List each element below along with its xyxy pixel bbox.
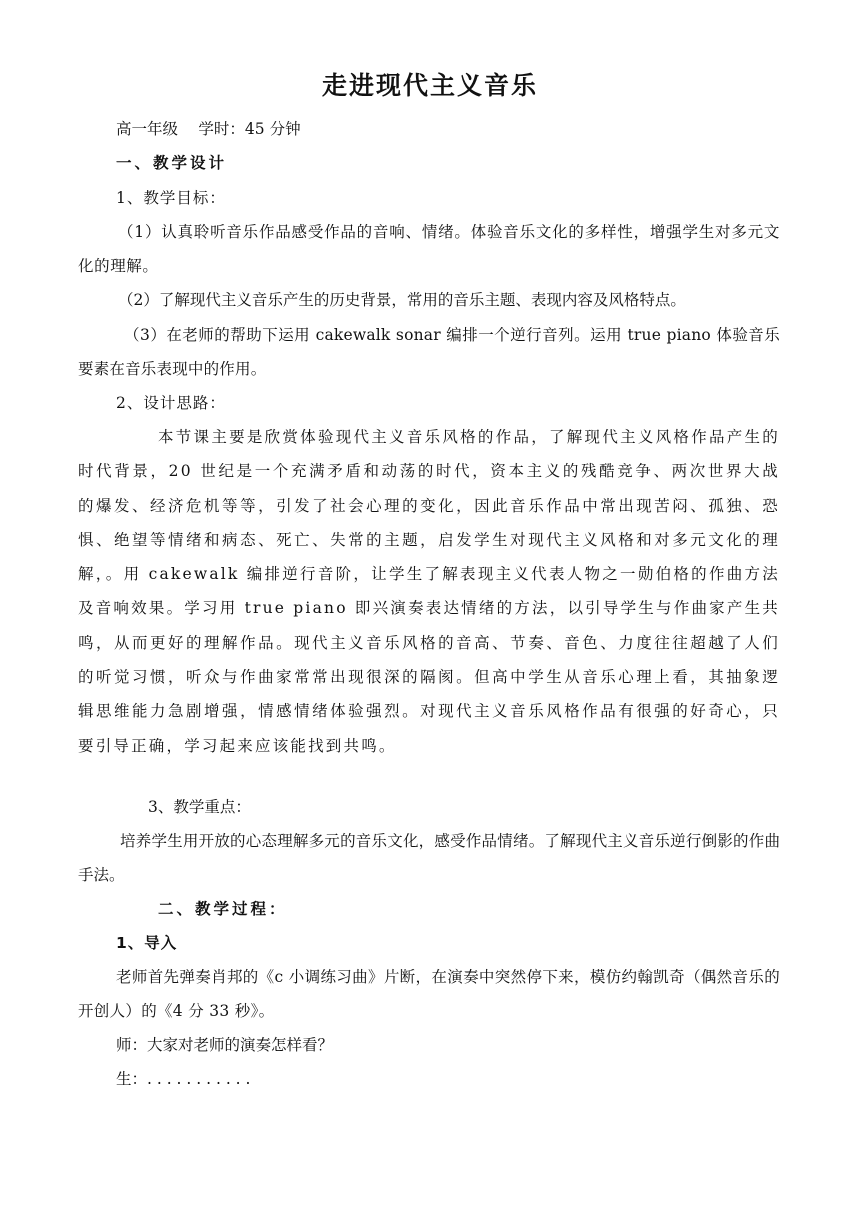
student-line: 生：. . . . . . . . . . . [116,1070,251,1088]
objective-3: （3）在老师的帮助下运用 cakewalk sonar 编排一个逆行音列。运用 true piano 体验音乐要素在音乐表现中的作用。 [78,326,780,379]
document-title: 走进现代主义音乐 [321,71,538,100]
focus-heading: 3、教学重点： [148,798,251,816]
objective-2: （2）了解现代主义音乐产生的历史背景，常用的音乐主题、表现内容及风格特点。 [118,291,686,309]
design-paragraph: 本节课主要是欣赏体验现代主义音乐风格的作品，了解现代主义风格作品产生的时代背景，20 世纪是一个充满矛盾和动荡的时代，资本主义的残酷竞争、两次世界大战的爆发、经济危机等等，引发了社会心理的变化，因此音乐作品中常出现苦闷、孤独、恐惧、绝望等情绪和病态、死亡、失常的主题，启发学生对现代主义风格和对多元文化的理解，。用 cakewalk 编排逆行音阶，让学生了解表现主义代表人物之一勋伯格的作曲方法及音响效果。学习用 true piano 即兴演奏表达情绪的方法，以引导学生与作曲家产生共鸣，从而更好的理解作品。现代主义音乐风格的音高、节奏、音色、力度往往超越了人们的听觉习惯，听众与作曲家常常出现很深的隔阂。但高中学生从音乐心理上看，其抽象逻辑思维能力急剧增强，情感情绪体验强烈。对现代主义音乐风格作品有很强的好奇心，只要引导正确，学习起来应该能找到共鸣。 [78,428,780,755]
objectives-heading: 1、教学目标： [116,189,226,207]
section-heading-design: 一、教学设计 [116,154,228,172]
grade-meta: 高一年级 学时：45 分钟 [116,120,301,138]
teacher-line: 师：大家对老师的演奏怎样看？ [116,1036,334,1054]
intro-paragraph: 老师首先弹奏肖邦的《c 小调练习曲》片断，在演奏中突然停下来，模仿约翰凯奇（偶然音乐的开创人）的《4 分 33 秒》。 [78,968,780,1021]
intro-heading: 1、导入 [116,934,178,952]
focus-paragraph: 培养学生用开放的心态理解多元的音乐文化，感受作品情绪。了解现代主义音乐逆行倒影的作曲手法。 [78,832,780,885]
design-heading: 2、设计思路： [116,394,226,412]
section-heading-process: 二、教学过程： [158,900,288,918]
objective-1: （1）认真聆听音乐作品感受作品的音响、情绪。体验音乐文化的多样性，增强学生对多元文化的理解。 [78,223,780,276]
